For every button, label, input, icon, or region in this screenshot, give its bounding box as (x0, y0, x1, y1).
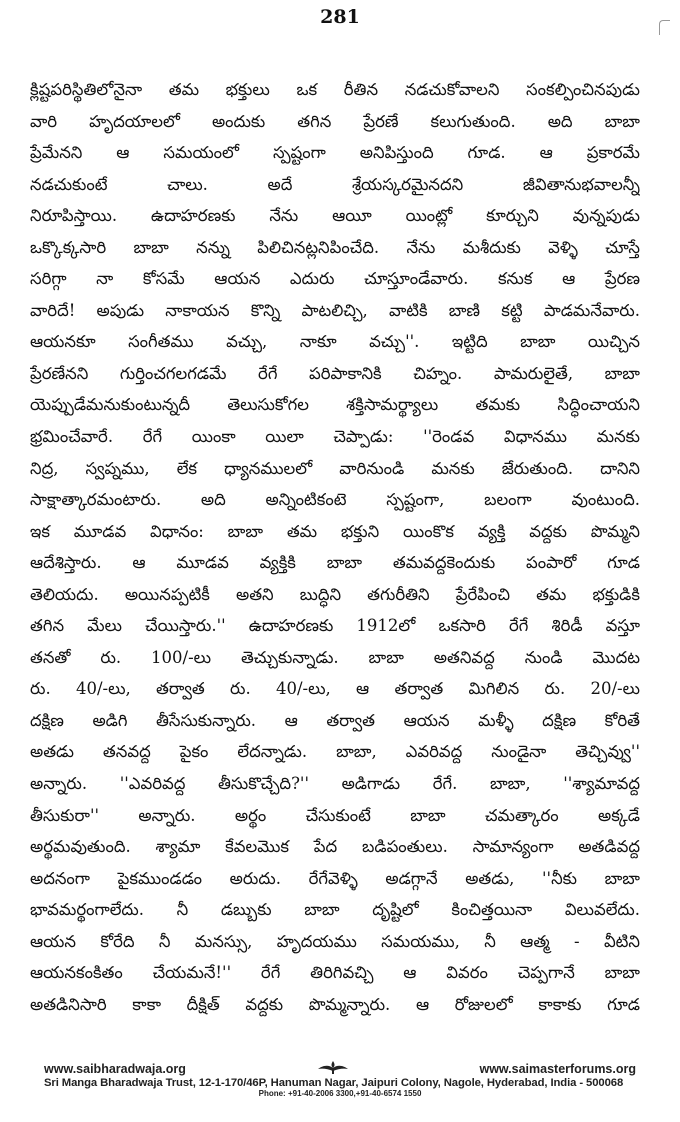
text-line: ఆయనకూ సంగీతము వచ్చు, నాకూ వచ్చు''. ఇట్టిది బాబా యిచ్చిన (30, 332, 640, 352)
footer-links-row (44, 1058, 636, 1076)
text-line: వారిదే! అపుడు నాకాయన కొన్ని పాటలిచ్చి, వాటికి బాణి కట్టి పాడమనేవారు. (30, 300, 640, 320)
footer-address: Sri Manga Bharadwaja Trust, 12-1-170/46P, Hanuman Nagar, Jaipuri Colony, Nagole, Hyderabad, India - 500068 (44, 1077, 624, 1089)
text-line: భావమర్థంగాలేదు. నీ డబ్బుకు బాబా దృష్టిలో కించిత్తయినా విలువలేదు. (30, 900, 640, 920)
text-line: ఆయనకంకితం చేయమనే!'' రేగే తిరిగివచ్చి ఆ వివరం చెప్పగానే బాబా (30, 963, 640, 983)
body-text (30, 74, 640, 1020)
footer-right-url[interactable]: www.saimasterforums.org (479, 1062, 636, 1076)
text-line: తీసుకురా'' అన్నారు. అర్థం చేసుకుంటే బాబా చమత్కారం అక్కడే (30, 805, 640, 825)
text-line: అర్థమవుతుంది. శ్యామా కేవలమొక పేద బడిపంతులు. సామాన్యంగా అతడివద్ద (30, 837, 640, 857)
text-line: తనతో రు. 100/-లు తెచ్చుకున్నాడు. బాబా అతనివద్ద నుండి మొదట (30, 647, 640, 667)
text-line: ఆదేశిస్తారు. ఆ మూడవ వ్యక్తికి బాబా తమవద్దకెందుకు పంపారో గూడ (30, 553, 640, 573)
footer-left-url[interactable]: www.saibharadwaja.org (44, 1062, 186, 1076)
footer-phone: Phone: +91-40-2006 3300,+91-40-6574 1550 (258, 1089, 422, 1098)
text-line: ప్రేమేనని ఆ సమయంలో స్పష్టంగా అనిపిస్తుంది గూడ. ఆ ప్రకారమే (30, 143, 640, 163)
fleur-ornament-icon (316, 1060, 350, 1078)
text-line: సరిగ్గా నా కోసమే ఆయన ఎదురు చూస్తూండేవారు. కనుక ఆ ప్రేరణ (30, 269, 640, 289)
text-line: సాక్షాత్కారమంటారు. అది అన్నింటికంటె స్పష్టంగా, బలంగా వుంటుంది. (30, 490, 640, 510)
text-line: ఒక్కొక్కసారి బాబా నన్ను పిలిచినట్లనిపించేది. నేను మశీదుకు వెళ్ళి చూస్తే (30, 237, 640, 257)
text-line: యెప్పుడేమనుకుంటున్నదీ తెలుసుకోగల శక్తిసామర్థ్యాలు తమకు సిద్ధించాయని (30, 395, 640, 415)
text-line: నడచుకుంటే చాలు. అదే శ్రేయస్కరమైనదని జీవితానుభవాలన్నీ (30, 174, 640, 194)
text-line: దక్షిణ అడిగి తీసేసుకున్నారు. ఆ తర్వాత ఆయన మళ్ళీ దక్షిణ కోరితే (30, 710, 640, 730)
text-line: ఇక మూడవ విధానం: బాబా తమ భక్తుని యింకొక వ్యక్తి వద్దకు పొమ్మని (30, 521, 640, 541)
text-line: అదనంగా పైకముండడం అరుదు. రేగేవెళ్ళి అడగ్గానే అతడు, ''నీకు బాబా (30, 868, 640, 888)
page-number: 281 (320, 6, 360, 28)
text-line: భ్రమించేవారే. రేగే యింకా యిలా చెప్పాడు: ''రెండవ విధానము మనకు (30, 427, 640, 447)
text-line: క్లిష్టపరిస్థితిలోనైనా తమ భక్తులు ఒక రీతిన నడచుకోవాలని సంకల్పించినపుడు (30, 80, 640, 99)
text-line: ప్రేరణేనని గుర్తించగలగడమే రేగే పరిపాకానికి చిహ్నం. పామరులైతే, బాబా (30, 363, 640, 383)
text-line: అతడు తనవద్ద పైకం లేదన్నాడు. బాబా, ఎవరివద్ద నుండైనా తెచ్చివ్వు'' (30, 742, 640, 762)
footer (44, 1058, 636, 1098)
text-line: తగిన మేలు చేయిస్తారు.'' ఉదాహరణకు 1912లో ఒకసారి రేగే శిరిడీ వస్తూ (30, 616, 640, 636)
text-line: అతడినిసారి కాకా దీక్షిత్ వద్దకు పొమ్మన్నారు. ఆ రోజులలో కాకాకు గూడ (30, 994, 640, 1014)
text-line: నిరూపిస్తాయి. ఉదాహరణకు నేను ఆయీ యింట్లో కూర్చుని వున్నపుడు (30, 206, 640, 226)
text-line: నిద్ర, స్వప్నము, లేక ధ్యానములలో వారినుండి మనకు జేరుతుంది. దానిని (30, 458, 640, 478)
text-line: వారి హృదయాలలో అందుకు తగిన ప్రేరణే కలుగుతుంది. అది బాబా (30, 111, 640, 131)
text-line: రు. 40/-లు, తర్వాత రు. 40/-లు, ఆ తర్వాత మిగిలిన రు. 20/-లు (30, 679, 640, 699)
text-line: అన్నారు. ''ఎవరివద్ద తీసుకొచ్చేది?'' అడిగాడు రేగే. బాబా, ''శ్యామావద్ద (30, 774, 640, 794)
text-line: ఆయన కోరేది నీ మనస్సు, హృదయము సమయము, నీ ఆత్మ - వీటిని (30, 931, 640, 951)
text-line: తెలియదు. అయినప్పటికీ అతని బుద్ధిని తగురీతిని ప్రేరేపించి తమ భక్తుడికి (30, 584, 640, 604)
